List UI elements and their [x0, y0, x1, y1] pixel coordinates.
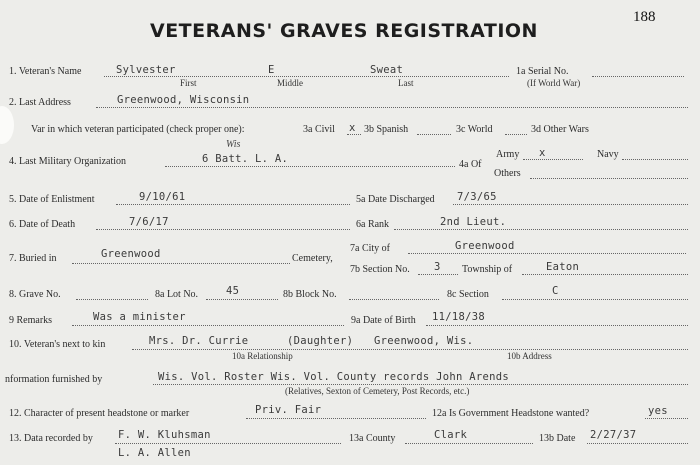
discharged-value: 7/3/65	[457, 191, 497, 203]
section-no-value: 3	[434, 261, 441, 273]
headstone-value: Priv. Fair	[255, 404, 322, 416]
section-label: 8c Section	[447, 289, 489, 300]
buried-in-label: 7. Buried in	[9, 253, 57, 264]
rank-value: 2nd Lieut.	[440, 216, 507, 228]
gov-headstone-value: yes	[648, 405, 668, 417]
military-org-label: 4. Last Military Organization	[9, 156, 127, 167]
serial-label: 1a Serial No.	[516, 66, 569, 77]
last-address-value: Greenwood, Wisconsin	[117, 94, 250, 106]
last-sub-label: Last	[398, 78, 414, 88]
township-value: Eaton	[546, 261, 580, 273]
remarks-value: Was a minister	[93, 311, 186, 323]
headstone-label: 12. Character of present headstone or marker	[9, 408, 190, 419]
recorder-name-value: F. W. Kluhsman	[118, 429, 211, 441]
cemetery-label: Cemetery,	[292, 253, 333, 264]
lot-no-label: 8a Lot No.	[155, 289, 199, 300]
birth-date-label: 9a Date of Birth	[351, 315, 416, 326]
recorded-date-value: 2/27/37	[590, 429, 637, 441]
navy-label: Navy	[597, 149, 619, 160]
address-sub-label: 10b Address	[507, 351, 552, 361]
city-label: 7a City of	[350, 243, 390, 254]
first-sub-label: First	[180, 78, 197, 88]
lot-no-value: 45	[226, 285, 240, 297]
township-label: Township of	[462, 264, 513, 275]
army-mark: x	[539, 147, 546, 159]
county-value: Clark	[434, 429, 468, 441]
death-date-label: 6. Date of Death	[9, 219, 76, 230]
discharged-label: 5a Date Discharged	[356, 194, 435, 205]
page-title: VETERANS' GRAVES REGISTRATION	[150, 20, 538, 42]
civil-war-mark: x	[349, 122, 356, 134]
veteran-name-label: 1. Veteran's Name	[9, 66, 82, 77]
last-address-label: 2. Last Address	[9, 97, 71, 108]
section-no-label: 7b Section No.	[350, 264, 410, 275]
recorded-date-label: 13b Date	[539, 433, 576, 444]
other-wars-label: 3d Other Wars	[531, 124, 589, 135]
serial-sub-label: (If World War)	[527, 78, 581, 88]
others-label: Others	[494, 168, 521, 179]
next-of-kin-label: 10. Veteran's next to kin	[9, 339, 106, 350]
first-name-value: Sylvester	[116, 64, 176, 76]
kin-relationship-value: (Daughter)	[287, 335, 354, 347]
state-annotation: Wis	[226, 139, 241, 150]
last-name-value: Sweat	[370, 64, 404, 76]
block-no-label: 8b Block No.	[283, 289, 337, 300]
military-org-value: 6 Batt. L. A.	[202, 153, 289, 165]
page-number: 188	[633, 9, 656, 25]
enlistment-label: 5. Date of Enlistment	[9, 194, 95, 205]
death-date-value: 7/6/17	[129, 216, 169, 228]
punch-hole	[0, 106, 14, 144]
enlistment-value: 9/10/61	[139, 191, 186, 203]
civil-war-label: 3a Civil	[303, 124, 335, 135]
rank-label: 6a Rank	[356, 219, 390, 230]
world-war-label: 3c World	[456, 124, 493, 135]
middle-name-value: E	[268, 64, 275, 76]
buried-in-value: Greenwood	[101, 248, 161, 260]
remarks-label: 9 Remarks	[9, 315, 53, 326]
info-furnished-value: Wis. Vol. Roster Wis. Vol. County records John Arends	[158, 371, 509, 383]
of-label: 4a Of	[459, 159, 482, 170]
army-label: Army	[496, 149, 520, 160]
recorder-name-2-value: L. A. Allen	[118, 447, 191, 459]
city-value: Greenwood	[455, 240, 515, 252]
middle-sub-label: Middle	[277, 78, 303, 88]
spanish-war-label: 3b Spanish	[364, 124, 409, 135]
grave-no-label: 8. Grave No.	[9, 289, 61, 300]
relationship-sub-label: 10a Relationship	[232, 351, 293, 361]
recorded-by-label: 13. Data recorded by	[9, 433, 93, 444]
county-label: 13a County	[349, 433, 396, 444]
birth-date-value: 11/18/38	[432, 311, 485, 323]
section-value: C	[552, 285, 559, 297]
kin-address-value: Greenwood, Wis.	[374, 335, 474, 347]
gov-headstone-label: 12a Is Government Headstone wanted?	[432, 408, 590, 419]
war-participation-label: Var in which veteran participated (check proper one):	[31, 124, 245, 135]
info-furnished-sub-label: (Relatives, Sexton of Cemetery, Post Records, etc.)	[285, 386, 470, 396]
info-furnished-label: nformation furnished by	[5, 374, 103, 385]
kin-name-value: Mrs. Dr. Currie	[149, 335, 249, 347]
